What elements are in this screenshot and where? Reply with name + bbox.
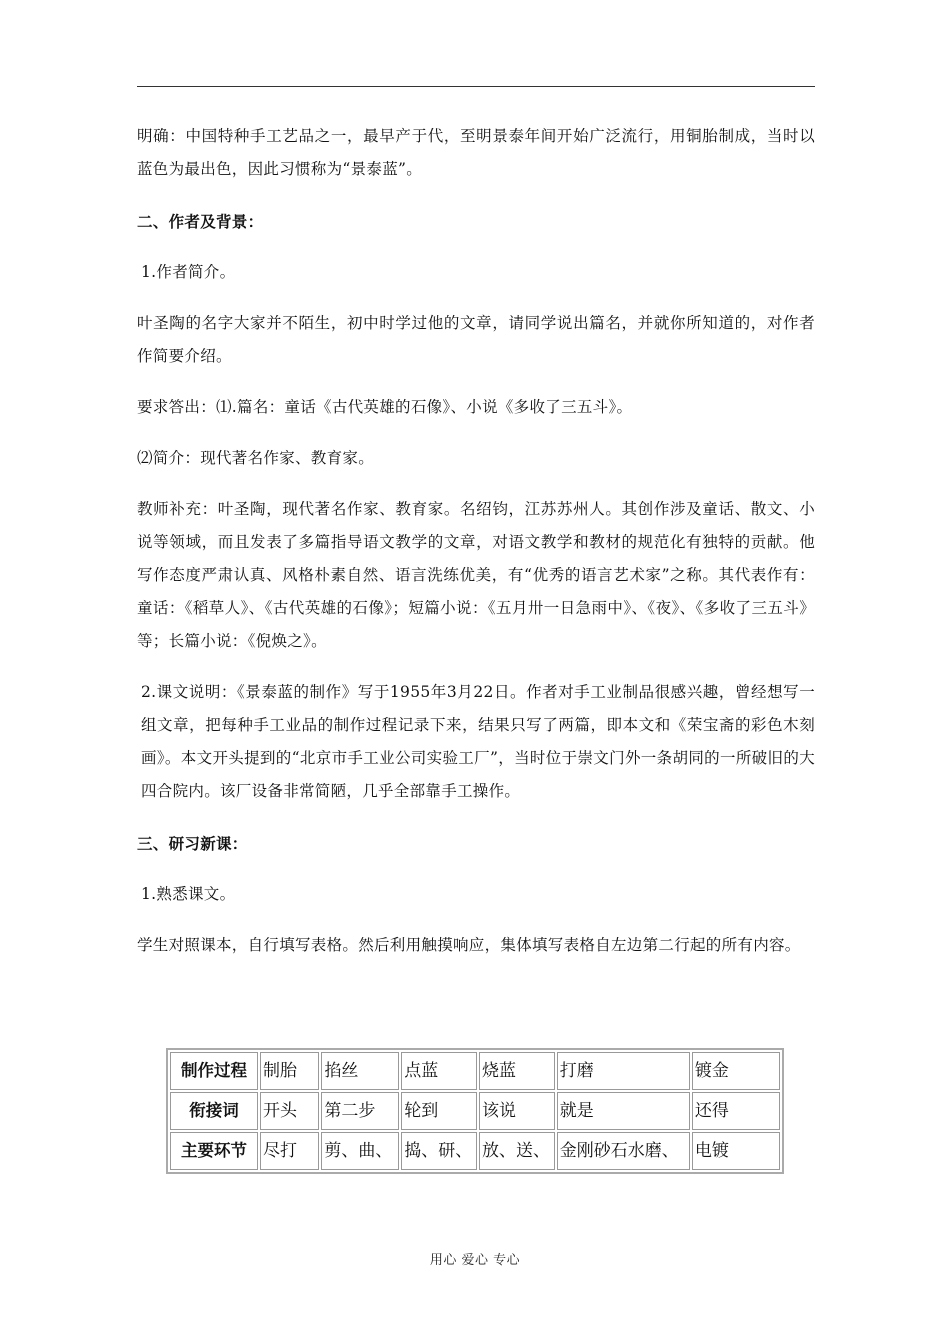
subheading-author-intro: 1.作者简介。 — [141, 263, 236, 281]
heading-new-lesson: 三、研习新课： — [137, 834, 248, 853]
table-cell: 打磨 — [557, 1052, 690, 1090]
table-cell: 捣、研、 — [401, 1132, 477, 1170]
table-cell: 掐丝 — [321, 1052, 399, 1090]
table-cell: 第二步 — [321, 1092, 399, 1130]
row-header-connectives: 衔接词 — [170, 1092, 258, 1130]
table-cell: 金刚砂石水磨、 — [557, 1132, 690, 1170]
process-table — [166, 1048, 784, 1174]
table-cell: 放、送、 — [479, 1132, 555, 1170]
paragraph-answer-titles: 要求答出：⑴.篇名：童话《古代英雄的石像》、小说《多收了三五斗》。 — [137, 398, 633, 416]
table-row — [170, 1132, 780, 1170]
table-cell: 就是 — [557, 1092, 690, 1130]
paragraph-text-explanation: 2.课文说明：《景泰蓝的制作》写于1955年3月22日。作者对手工业制品很感兴趣，曾经想写一组文章，把每种手工业品的制作过程记录下来，结果只写了两篇，即本文和《荣宝斋的彩色木刻画》。本文开头提到的“北京市手工业公司实验工厂”，当时位于崇文门外一条胡同的一所破旧的大四合院内。该厂设备非常简陋，几乎全部靠手工操作。 — [141, 683, 815, 800]
table-cell: 剪、曲、 — [321, 1132, 399, 1170]
table-cell: 点蓝 — [401, 1052, 477, 1090]
table-cell: 轮到 — [401, 1092, 477, 1130]
row-header-main-steps: 主要环节 — [170, 1132, 258, 1170]
table-cell: 还得 — [692, 1092, 780, 1130]
header-rule — [137, 86, 815, 87]
paragraph-table-instruction: 学生对照课本，自行填写表格。然后利用触摸响应，集体填写表格自左边第二行起的所有内容。 — [137, 936, 801, 954]
table-cell: 电镀 — [692, 1132, 780, 1170]
table-row — [170, 1052, 780, 1090]
table-cell: 该说 — [479, 1092, 555, 1130]
table-cell: 尽打 — [260, 1132, 319, 1170]
table-cell: 镀金 — [692, 1052, 780, 1090]
table-cell: 烧蓝 — [479, 1052, 555, 1090]
table-row — [170, 1092, 780, 1130]
table-cell: 制胎 — [260, 1052, 319, 1090]
table-cell: 开头 — [260, 1092, 319, 1130]
paragraph-teacher-supplement: 教师补充：叶圣陶，现代著名作家、教育家。名绍钧，江苏苏州人。其创作涉及童话、散文、小说等领域，而且发表了多篇指导语文教学的文章，对语文教学和教材的规范化有独特的贡献。他写作态度严肃认真、风格朴素自然、语言洗练优美，有“优秀的语言艺术家”之称。其代表作有：童话：《稻草人》、《古代英雄的石像》；短篇小说：《五月卅一日急雨中》、《夜》、《多收了三五斗》等；长篇小说：《倪焕之》。 — [137, 500, 815, 650]
page-footer: 用心 爱心 专心 — [429, 1253, 521, 1268]
heading-author-background: 二、作者及背景： — [137, 212, 264, 231]
paragraph-question: 叶圣陶的名字大家并不陌生，初中时学过他的文章，请同学说出篇名，并就你所知道的，对作者作简要介绍。 — [137, 314, 815, 365]
row-header-process: 制作过程 — [170, 1052, 258, 1090]
subheading-familiarize: 1.熟悉课文。 — [141, 885, 236, 903]
paragraph-clarification: 明确：中国特种手工艺品之一，最早产于代，至明景泰年间开始广泛流行，用铜胎制成，当时以蓝色为最出色，因此习惯称为“景泰蓝”。 — [137, 127, 815, 178]
paragraph-answer-intro: ⑵简介：现代著名作家、教育家。 — [137, 449, 375, 467]
document-body — [137, 120, 815, 962]
